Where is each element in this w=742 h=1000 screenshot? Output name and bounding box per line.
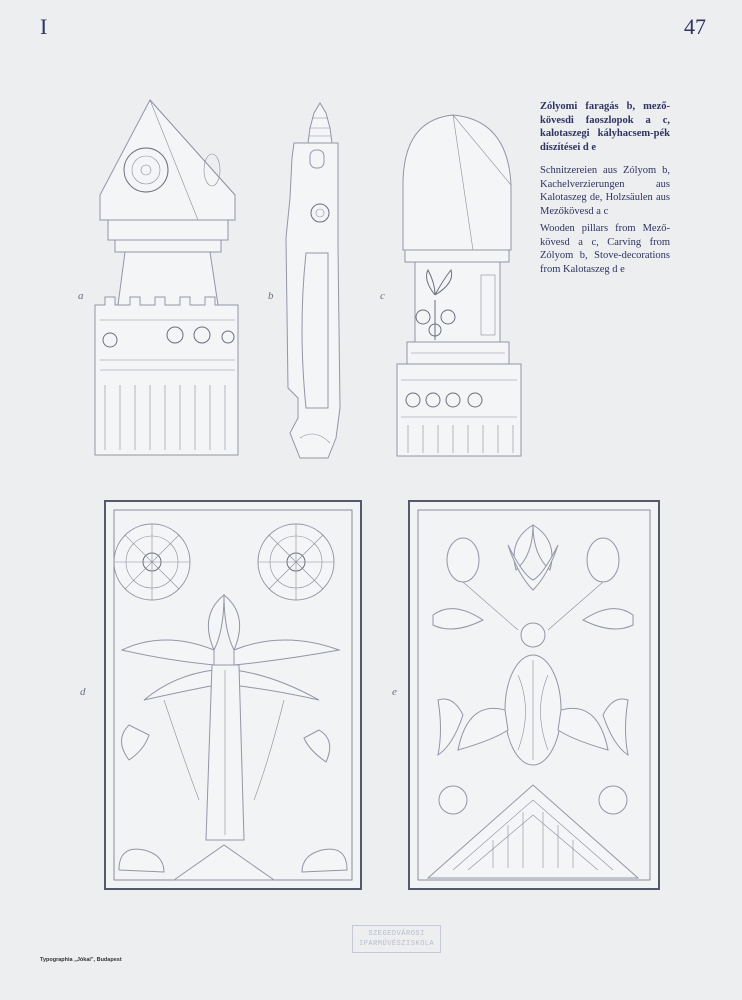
figure-label-e: e — [392, 686, 397, 698]
printer-credit: Typographia „Jókai", Budapest — [40, 957, 122, 963]
stamp-line-1: SZEGEDVÁROSI — [368, 930, 425, 938]
figure-label-a: a — [78, 290, 84, 302]
figure-label-b: b — [268, 290, 274, 302]
pillar-c-illustration — [393, 105, 525, 460]
caption-german: Schnitzereien aus Zólyom b, Kachelverzierungen aus Kalotaszeg de, Holzsäulen aus Mezőkövesd a c — [540, 165, 670, 217]
stove-panel-e-illustration — [408, 500, 660, 890]
stove-panel-d-illustration — [104, 500, 362, 890]
figure-label-c: c — [380, 290, 385, 302]
pillar-a-illustration — [90, 95, 245, 460]
figure-label-d: d — [80, 686, 86, 698]
page-number: 47 — [684, 14, 706, 39]
caption-english: Wooden pillars from Mező-kövesd a c, Carving from Zólyom b, Stove-decorations from Kalotaszeg d e — [540, 223, 670, 275]
caption-hungarian: Zólyomi faragás b, mező-kövesdi faoszlopok a c, kalotaszegi kályhacsem-pék díszítései d e — [540, 101, 670, 153]
carving-b-illustration — [280, 98, 342, 463]
plate-number: I — [40, 14, 48, 39]
library-stamp — [352, 925, 441, 953]
stamp-line-2: IPARMŰVÉSZISKOLA — [359, 940, 435, 948]
